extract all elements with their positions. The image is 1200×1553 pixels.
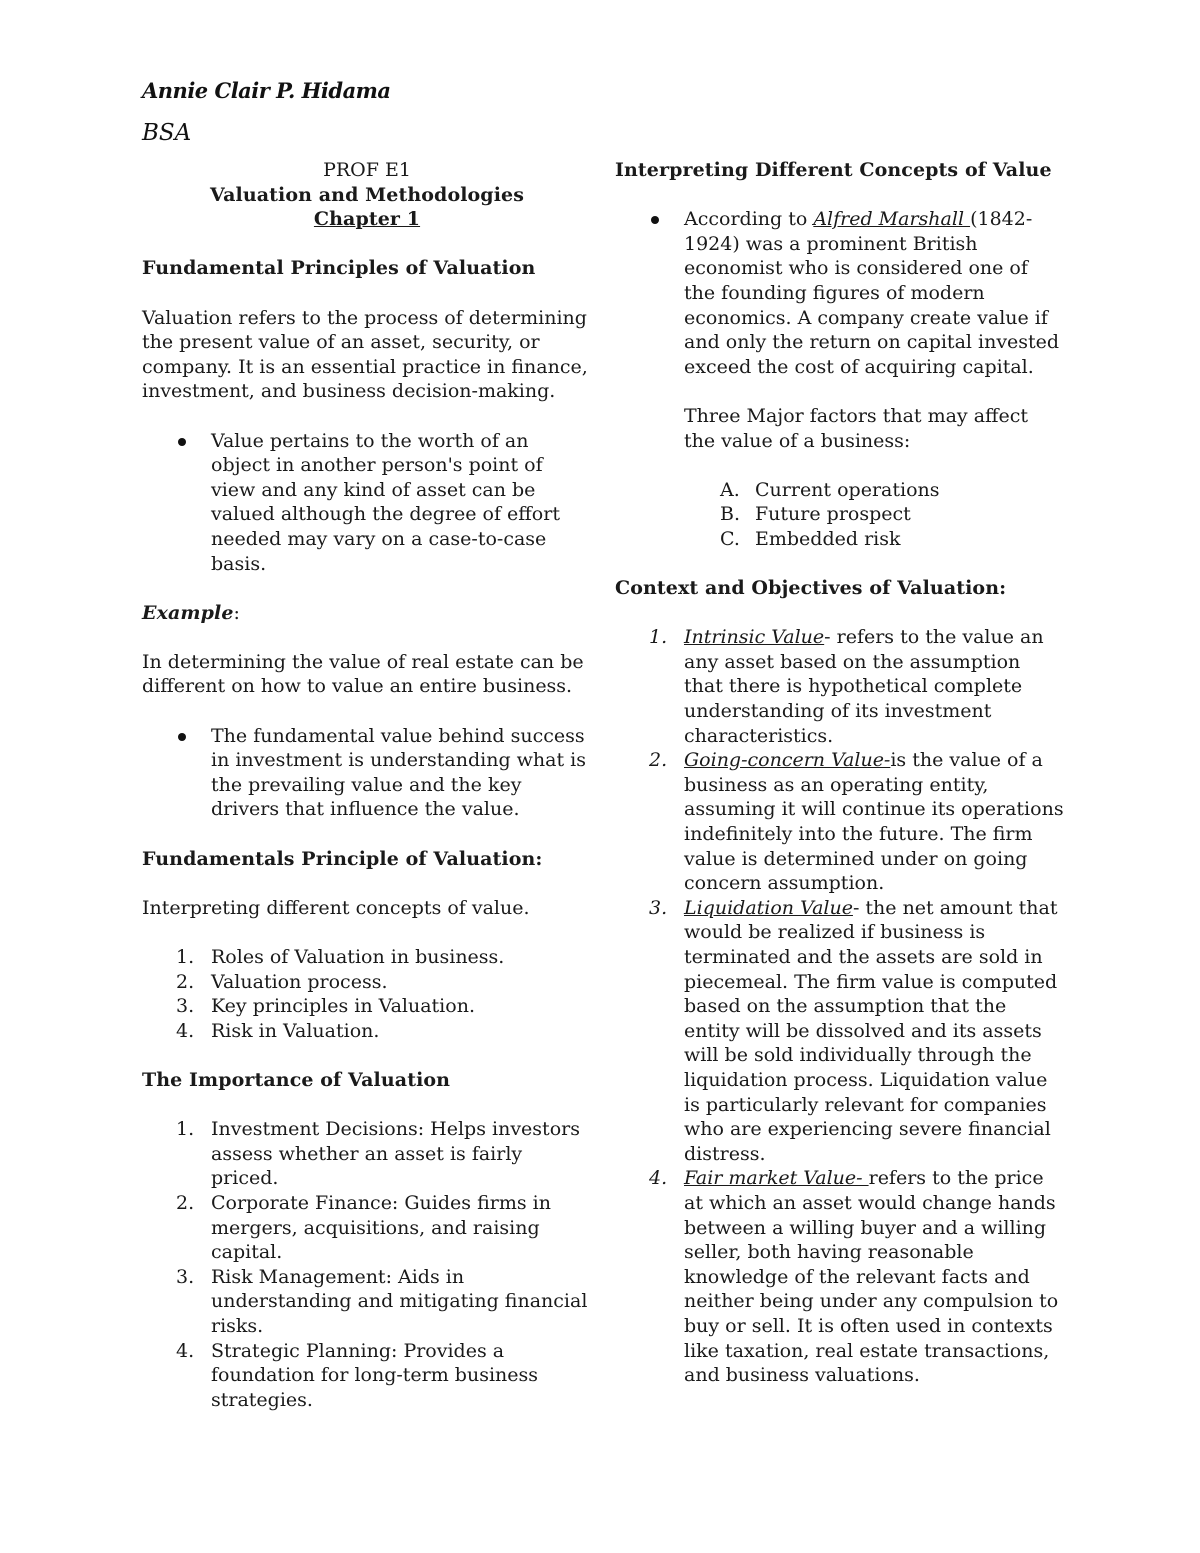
author-name: Annie Clair P. Hidama — [142, 78, 391, 103]
left-column — [142, 158, 592, 1412]
concept-term: Intrinsic Value — [684, 626, 825, 649]
list-item — [142, 945, 592, 970]
item-text: Key principles in Valuation. — [211, 995, 475, 1018]
item-text: Risk Management: Aids in understanding and mitigating financial risks. — [211, 1265, 588, 1337]
concept-text: - refers to the value an any asset based on the assumption that there is hypothetical complete understanding of its investment characteristics. — [684, 626, 1044, 747]
marshall-text: (1842-1924) was a prominent British economist who is considered one of the founding figures of modern economics. A company create value if and only the return on capital invested exceed the cost of acquiring capital. — [684, 208, 1060, 378]
item-number: 3. — [176, 1265, 195, 1288]
heading-fundamental-principles: Fundamental Principles of Valuation — [142, 257, 536, 280]
right-column — [615, 158, 1065, 1388]
item-text: Roles of Valuation in business. — [211, 946, 505, 968]
item-text: Strategic Planning: Provides a foundation for long-term business strategies. — [211, 1339, 539, 1411]
concept-text: refers to the price at which an asset would change hands between a willing buyer and a willing seller, both having reasonable knowledge of the relevant facts and neither being under any compulsion to buy or sell. It is often used in contexts like taxation, real estate transactions, and business valuations. — [684, 1167, 1059, 1387]
list-item — [615, 748, 1065, 896]
heading-importance: The Importance of Valuation — [142, 1068, 451, 1091]
item-text: Future prospect — [755, 503, 911, 526]
item-number: 4. — [176, 1339, 195, 1362]
heading-fundamentals-principle: Fundamentals Principle of Valuation: — [142, 847, 543, 870]
list-item: Value pertains to the worth of an object in another person's point of view and any kind of asset can be valued although the degree of effort needed may vary on a case-to-case basis. — [142, 429, 592, 577]
item-text: Valuation process. — [211, 970, 388, 993]
valuation-definition-paragraph: Valuation refers to the process of determining the present value of an asset, security, or company. It is an essential practice in finance, investment, and business decision-making. — [142, 306, 588, 403]
subject-title: Valuation and Methodologies — [210, 183, 524, 206]
course-code-title: PROF E1 — [323, 159, 411, 181]
item-number: 2. — [176, 970, 195, 993]
chapter-title-text: Chapter 1 — [313, 208, 421, 231]
example-paragraph: In determining the value of real estate can be different on how to value an entire business. — [142, 650, 584, 698]
concept-term: Going-concern Value- — [684, 749, 891, 772]
interpreting-paragraph: Interpreting different concepts of value. — [142, 896, 530, 919]
chapter-title — [142, 207, 592, 232]
list-item: The fundamental value behind success in investment is understanding what is the prevailing value and the key drivers that influence the value. — [142, 724, 592, 822]
item-text: Embedded risk — [755, 527, 901, 550]
item-number: 1. — [649, 626, 668, 649]
list-item — [142, 994, 592, 1019]
item-number: 1. — [176, 1118, 195, 1141]
item-letter: A. — [720, 478, 740, 501]
marshall-bullet-list — [615, 207, 1065, 379]
example-colon: : — [233, 601, 240, 624]
item-number: 3. — [649, 896, 668, 919]
concept-text: - the net amount that would be realized if business is terminated and the assets are sold in piecemeal. The firm value is computed based on the assumption that the entity will be dissolved and its assets will be sold individually through the liquidation process. Liquidation value is particularly relevant for companies who are experiencing severe financial distress. — [684, 896, 1058, 1165]
list-item — [615, 896, 1065, 1167]
list-item — [615, 207, 1065, 379]
list-item — [142, 1265, 592, 1339]
fundamental-bullet-list — [142, 724, 592, 822]
list-item — [142, 1117, 592, 1191]
item-number: 4. — [649, 1167, 668, 1190]
list-item — [142, 1019, 592, 1044]
item-text: Investment Decisions: Helps investors assess whether an asset is fairly priced. — [211, 1118, 580, 1190]
marshall-name: Alfred Marshall — [813, 208, 971, 231]
list-item — [615, 527, 1065, 552]
item-text: Risk in Valuation. — [211, 1019, 380, 1042]
item-letter: B. — [720, 503, 741, 526]
list-item — [615, 1166, 1065, 1387]
principle-list — [142, 945, 592, 1043]
list-item — [615, 478, 1065, 503]
example-label-text: Example — [142, 601, 234, 624]
item-text: Corporate Finance: Guides firms in mergers, acquisitions, and raising capital. — [211, 1191, 551, 1264]
concept-term: Liquidation Value — [684, 896, 853, 919]
factors-list — [615, 478, 1065, 552]
list-item — [142, 1339, 592, 1413]
factors-paragraph: Three Major factors that may affect the value of a business: — [684, 404, 1029, 452]
list-item — [142, 970, 592, 995]
value-bullet-list — [142, 429, 592, 577]
item-number: 3. — [176, 995, 195, 1018]
item-number: 1. — [176, 946, 195, 968]
concept-text: is the value of a business as an operating entity, assuming it will continue its operations indefinitely into the future. The firm value is determined under on going concern assumption. — [684, 749, 1064, 895]
item-letter: C. — [720, 527, 740, 550]
list-item — [615, 625, 1065, 748]
importance-list — [142, 1117, 592, 1412]
item-number: 2. — [176, 1191, 195, 1214]
list-item — [615, 502, 1065, 527]
course-label: BSA — [142, 120, 192, 146]
heading-interpreting-concepts: Interpreting Different Concepts of Value — [615, 159, 1052, 181]
item-number: 4. — [176, 1019, 195, 1042]
marshall-intro: According to — [684, 208, 814, 231]
concept-term: Fair market Value- — [684, 1167, 869, 1190]
item-text: Current operations — [755, 478, 940, 501]
example-label — [142, 601, 592, 626]
list-item — [142, 1191, 592, 1265]
heading-context-objectives: Context and Objectives of Valuation: — [615, 577, 1007, 600]
value-concepts-list — [615, 625, 1065, 1387]
item-number: 2. — [649, 749, 668, 772]
